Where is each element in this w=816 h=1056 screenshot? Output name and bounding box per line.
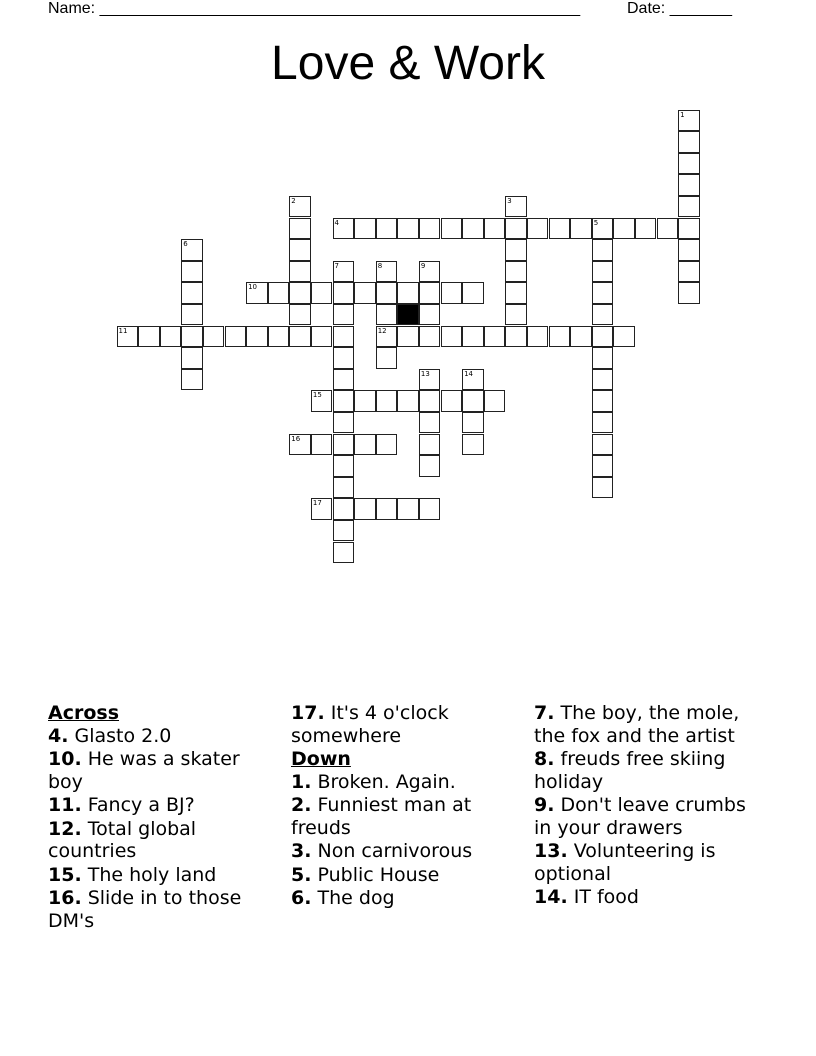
clue-down — [534, 794, 764, 839]
grid-cell[interactable] — [333, 282, 355, 304]
grid-cell[interactable] — [592, 347, 614, 369]
clue-number: 9 — [420, 261, 426, 270]
grid-cell[interactable] — [311, 326, 333, 348]
grid-cell[interactable] — [333, 347, 355, 369]
clue-down — [534, 702, 764, 747]
grid-cell[interactable] — [181, 304, 203, 326]
grid-cell[interactable] — [289, 304, 311, 326]
grid-cell[interactable] — [181, 326, 203, 348]
grid-cell[interactable] — [333, 304, 355, 326]
grid-cell[interactable] — [333, 369, 355, 391]
grid-cell[interactable] — [311, 390, 333, 412]
grid-cell[interactable] — [678, 196, 700, 218]
clue-number: 7 — [334, 261, 339, 270]
grid-cell[interactable] — [246, 282, 268, 304]
grid-cell[interactable] — [613, 218, 635, 240]
grid-cell[interactable] — [225, 326, 247, 348]
clue-down — [534, 840, 764, 885]
grid-cell[interactable] — [635, 218, 657, 240]
clue-down — [534, 748, 764, 793]
grid-cell[interactable] — [678, 239, 700, 261]
name-field[interactable]: Name: ______________________________________________________ — [48, 0, 581, 17]
grid-cell[interactable] — [592, 369, 614, 391]
grid-cell[interactable] — [376, 390, 398, 412]
page-title: Love & Work — [271, 37, 545, 90]
clues-column-3 — [534, 702, 764, 910]
clue-label-number: 2. — [291, 794, 312, 816]
grid-cell[interactable] — [333, 520, 355, 542]
clue-label-number: 1. — [291, 770, 312, 793]
grid-cell[interactable] — [505, 261, 527, 283]
clue-number: 1 — [680, 110, 685, 119]
clue-across — [48, 725, 278, 748]
clue-text: Slide in to those DM's — [48, 887, 242, 932]
clue-text: The holy land — [87, 863, 217, 886]
grid-cell[interactable] — [505, 304, 527, 326]
grid-cell[interactable] — [527, 326, 549, 348]
grid-cell[interactable] — [289, 282, 311, 304]
grid-cell[interactable] — [549, 218, 571, 240]
grid-cell[interactable] — [419, 412, 441, 434]
clue-number: 16 — [291, 434, 301, 443]
clue-text: Fancy a BJ? — [87, 794, 195, 816]
clue-number: 4 — [334, 218, 339, 227]
grid-cell[interactable] — [678, 282, 700, 304]
clue-number: 10 — [248, 283, 258, 292]
grid-cell[interactable] — [333, 434, 355, 456]
grid-cell[interactable] — [376, 304, 398, 326]
grid-cell[interactable] — [570, 218, 592, 240]
grid-cell[interactable] — [181, 369, 203, 391]
grid-cell[interactable] — [333, 218, 355, 240]
clue-across — [48, 887, 278, 932]
grid-cell[interactable] — [289, 434, 311, 456]
grid-cell[interactable] — [592, 326, 614, 348]
grid-cell[interactable] — [505, 326, 527, 348]
grid-cell[interactable] — [397, 282, 419, 304]
grid-cell[interactable] — [462, 218, 484, 240]
clue-label-number: 17. — [291, 702, 325, 724]
grid-cell[interactable] — [441, 326, 463, 348]
clue-text: Non carnivorous — [317, 840, 473, 862]
grid-cell[interactable] — [376, 498, 398, 520]
grid-cell[interactable] — [354, 218, 376, 240]
grid-cell[interactable] — [657, 218, 679, 240]
grid-cell[interactable] — [354, 434, 376, 456]
grid-cell[interactable] — [289, 239, 311, 261]
clue-label-number: 15. — [48, 863, 82, 886]
clue-across — [48, 794, 278, 817]
grid-cell[interactable] — [289, 261, 311, 283]
clue-text: Total global countries — [48, 817, 197, 862]
clue-label-number: 13. — [534, 840, 568, 862]
down-heading: Down — [291, 748, 351, 770]
grid-cell[interactable] — [376, 347, 398, 369]
clue-number: 14 — [464, 369, 474, 378]
clue-label-number: 10. — [48, 748, 82, 770]
clue-label-number: 3. — [291, 840, 312, 862]
grid-cell[interactable] — [376, 434, 398, 456]
grid-cell[interactable] — [592, 412, 614, 434]
clue-text: Don't leave crumbs in your drawers — [534, 794, 746, 839]
grid-cell[interactable] — [376, 218, 398, 240]
grid-cell[interactable] — [419, 498, 441, 520]
clue-number: 13 — [420, 369, 430, 378]
grid-cell[interactable] — [678, 261, 700, 283]
grid-cell[interactable] — [397, 218, 419, 240]
clue-across — [48, 818, 278, 863]
grid-cell[interactable] — [505, 196, 527, 218]
grid-cell[interactable] — [592, 239, 614, 261]
grid-cell[interactable] — [462, 369, 484, 391]
clue-number: 3 — [507, 196, 512, 205]
grid-cell[interactable] — [484, 390, 506, 412]
clue-text: It's 4 o'clock somewhere — [291, 702, 449, 747]
grid-cell[interactable] — [592, 434, 614, 456]
grid-cell[interactable] — [462, 412, 484, 434]
grid-cell[interactable] — [181, 282, 203, 304]
grid-cell[interactable] — [419, 218, 441, 240]
clue-text: He was a skater boy — [48, 748, 240, 793]
grid-cell[interactable] — [203, 326, 225, 348]
clue-text: The boy, the mole, the fox and the artist — [534, 702, 740, 747]
grid-cell[interactable] — [527, 218, 549, 240]
grid-cell[interactable] — [592, 390, 614, 412]
grid-cell[interactable] — [311, 498, 333, 520]
grid-cell[interactable] — [354, 498, 376, 520]
grid-cell[interactable] — [678, 174, 700, 196]
clue-down — [291, 794, 521, 839]
grid-cell[interactable] — [181, 261, 203, 283]
grid-cell[interactable] — [505, 239, 527, 261]
date-field[interactable]: Date: _______ — [627, 0, 732, 17]
grid-cell[interactable] — [333, 390, 355, 412]
grid-cell[interactable] — [592, 455, 614, 477]
grid-cell[interactable] — [441, 282, 463, 304]
grid-cell[interactable] — [397, 498, 419, 520]
clue-label-number: 16. — [48, 887, 82, 909]
grid-cell[interactable] — [376, 261, 398, 283]
clue-down — [291, 840, 521, 863]
clue-down — [291, 864, 521, 887]
clue-number: 5 — [593, 218, 599, 227]
grid-cell[interactable] — [376, 326, 398, 348]
grid-cell[interactable] — [397, 390, 419, 412]
grid-cell[interactable] — [289, 196, 311, 218]
clue-down — [291, 887, 521, 910]
grid-cell[interactable] — [678, 218, 700, 240]
clue-number: 11 — [118, 326, 128, 335]
clue-across — [291, 702, 521, 747]
grid-cell[interactable] — [462, 390, 484, 412]
grid-cell[interactable] — [570, 326, 592, 348]
grid-cell[interactable] — [419, 434, 441, 456]
grid-cell[interactable] — [613, 326, 635, 348]
clue-down — [534, 886, 764, 909]
clue-label-number: 4. — [48, 724, 69, 747]
grid-cell[interactable] — [592, 477, 614, 499]
grid-cell[interactable] — [592, 218, 614, 240]
clue-text: IT food — [573, 886, 639, 908]
grid-cell[interactable] — [289, 326, 311, 348]
clue-number: 12 — [377, 326, 387, 335]
clue-number: 8 — [377, 261, 383, 270]
across-heading: Across — [48, 702, 120, 724]
grid-cell[interactable] — [160, 326, 182, 348]
grid-cell[interactable] — [678, 153, 700, 175]
grid-cell[interactable] — [181, 347, 203, 369]
grid-cell[interactable] — [419, 304, 441, 326]
grid-cell[interactable] — [678, 131, 700, 153]
clue-number: 2 — [291, 196, 296, 205]
grid-cell[interactable] — [354, 390, 376, 412]
grid-cell[interactable] — [505, 282, 527, 304]
grid-cell[interactable] — [397, 326, 419, 348]
grid-cell[interactable] — [462, 282, 484, 304]
grid-cell[interactable] — [484, 218, 506, 240]
grid-cell[interactable] — [484, 326, 506, 348]
grid-cell[interactable] — [592, 304, 614, 326]
clue-label-number: 5. — [291, 863, 312, 886]
clue-text: The dog — [317, 887, 395, 909]
grid-cell[interactable] — [333, 326, 355, 348]
grid-cell[interactable] — [419, 369, 441, 391]
grid-cell[interactable] — [462, 326, 484, 348]
grid-cell[interactable] — [419, 326, 441, 348]
grid-cell[interactable] — [354, 282, 376, 304]
grid-cell[interactable] — [376, 282, 398, 304]
grid-cell[interactable] — [311, 282, 333, 304]
clue-text: freuds free skiing holiday — [534, 748, 726, 793]
grid-cell[interactable] — [592, 282, 614, 304]
clue-across — [48, 864, 278, 887]
grid-cell[interactable] — [333, 542, 355, 564]
grid-cell[interactable] — [181, 239, 203, 261]
grid-cell[interactable] — [268, 282, 290, 304]
clue-number: 6 — [183, 240, 188, 249]
grid-cell[interactable] — [117, 326, 139, 348]
grid-cell[interactable] — [333, 261, 355, 283]
clue-label-number: 7. — [534, 702, 555, 724]
clue-label-number: 9. — [534, 794, 555, 816]
clue-text: Public House — [317, 863, 440, 886]
grid-cell[interactable] — [592, 261, 614, 283]
grid-cell[interactable] — [462, 434, 484, 456]
grid-cell[interactable] — [678, 110, 700, 132]
grid-cell[interactable] — [333, 477, 355, 499]
grid-cell[interactable] — [419, 390, 441, 412]
clues-column-1 — [48, 702, 278, 933]
clue-text: Volunteering is optional — [534, 840, 716, 885]
grid-cell[interactable] — [441, 218, 463, 240]
clue-text: Broken. Again. — [317, 770, 456, 793]
clue-label-number: 12. — [48, 817, 82, 840]
grid-cell[interactable] — [441, 390, 463, 412]
clue-label-number: 8. — [534, 748, 555, 770]
clue-label-number: 6. — [291, 887, 312, 909]
grid-cell[interactable] — [289, 218, 311, 240]
clue-label-number: 11. — [48, 794, 82, 816]
clues-column-2 — [291, 702, 521, 911]
clue-down — [291, 771, 521, 794]
clue-label-number: 14. — [534, 886, 568, 908]
grid-cell[interactable] — [333, 498, 355, 520]
grid-cell[interactable] — [505, 218, 527, 240]
grid-cell[interactable] — [311, 434, 333, 456]
clue-number: 15 — [312, 391, 322, 400]
grid-cell[interactable] — [549, 326, 571, 348]
clue-text: Glasto 2.0 — [74, 724, 172, 747]
grid-cell[interactable] — [138, 326, 160, 348]
clue-number: 17 — [312, 499, 322, 508]
grid-cell[interactable] — [333, 455, 355, 477]
black-cell — [397, 304, 419, 326]
clue-across — [48, 748, 278, 793]
grid-cell[interactable] — [419, 261, 441, 283]
grid-cell[interactable] — [419, 282, 441, 304]
clue-text: Funniest man at freuds — [291, 794, 472, 839]
grid-cell[interactable] — [419, 455, 441, 477]
grid-cell[interactable] — [246, 326, 268, 348]
grid-cell[interactable] — [333, 412, 355, 434]
grid-cell[interactable] — [268, 326, 290, 348]
